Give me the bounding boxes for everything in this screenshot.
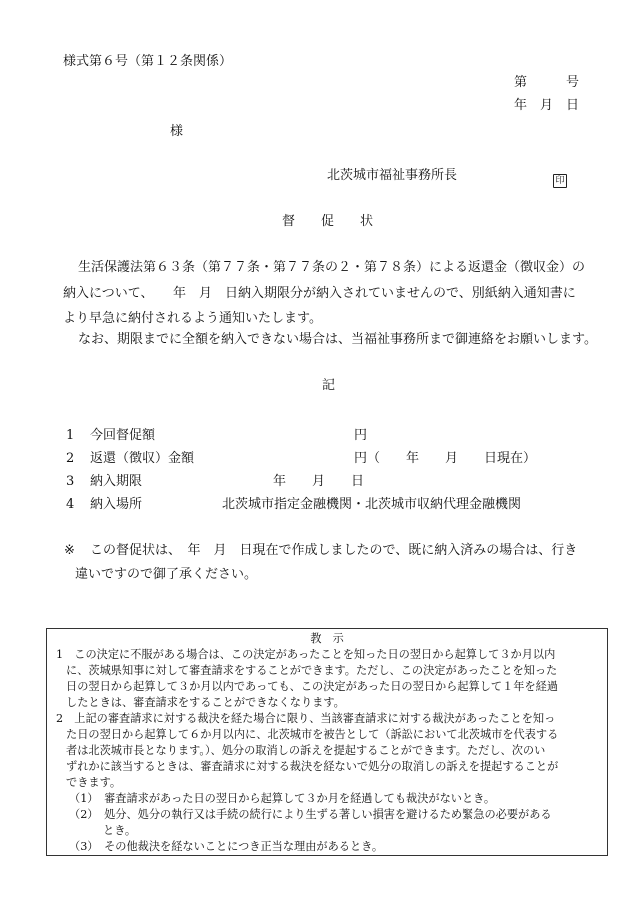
kyoji-line: 2 上記の審査請求に対する裁決を経た場合に限り、当該審査請求に対する裁決があったことを知っ [56, 712, 556, 725]
kyoji-subitem: （1） 審査請求があった日の翌日から起算して３か月を経過しても裁決がないとき。 [69, 792, 496, 805]
note-line-1: この督促状は、 年 月 日現在で作成しましたので、既に納入済みの場合は、行き [90, 543, 578, 558]
note-line-2: 違いですので御了承ください。 [75, 567, 258, 582]
body-paragraph-2: なお、期限までに全額を納入できない場合は、当福祉事務所まで御連絡をお願いします。 [78, 332, 597, 347]
kyoji-box [46, 628, 608, 856]
item-value: 円（ 年 月 日現在） [354, 451, 537, 466]
addressee-suffix: 様 [170, 124, 184, 139]
item-number: 2 [66, 451, 75, 466]
document-number: 第 号 [514, 75, 580, 90]
document-title: 督 促 状 [282, 214, 374, 229]
item-value: 円 [354, 428, 368, 443]
body-paragraph-1-line-3: より早急に納付されるよう通知いたします。 [63, 311, 322, 326]
kyoji-subitem: （2） 処分、処分の執行又は手続の続行により生ずる著しい損害を避けるため緊急の必要がある [69, 808, 552, 821]
kyoji-line: た日の翌日から起算して６か月以内に、北茨城市を被告として（訴訟において北茨城市を代表する [66, 728, 559, 741]
kyoji-line: したときは、審査請求をすることができなくなります。 [66, 696, 345, 709]
item-label: 今回督促額 [90, 428, 156, 443]
official-seal-icon [553, 168, 567, 188]
item-value: 北茨城市指定金融機関・北茨城市収納代理金融機関 [222, 497, 522, 512]
item-number: 4 [66, 497, 75, 512]
item-number: 3 [66, 474, 75, 489]
kyoji-line: ずれかに該当するときは、審査請求に対する裁決を経ないで処分の取消しの訴えを提起することが [66, 760, 559, 773]
item-label: 納入場所 [90, 497, 143, 512]
kyoji-line: 日の翌日から起算して３か月以内であっても、この決定があった日の翌日から起算して１年を経過 [66, 680, 559, 693]
seal-glyph: 印 [553, 174, 567, 188]
issuer-name: 北茨城市福祉事務所長 [327, 168, 458, 183]
kyoji-line: 者は北茨城市長となります。）、処分の取消しの訴えを提起することができます。ただし、次のい [66, 744, 546, 757]
body-paragraph-1-line-2: 納入について、 年 月 日納入期限分が納入されていませんので、別紙納入通知書に [63, 286, 576, 301]
item-label: 返還（徴収）金額 [90, 451, 195, 466]
note-mark: ※ [64, 543, 75, 558]
form-reference: 様式第６号（第１２条関係） [63, 54, 233, 69]
document-date: 年 月 日 [514, 98, 580, 113]
kyoji-subitem-continuation: とき。 [103, 824, 137, 837]
item-label: 納入期限 [90, 474, 143, 489]
kyoji-subitem: （3） その他裁決を経ないことにつき正当な理由があるとき。 [69, 840, 384, 853]
kyoji-line: 1 この決定に不服がある場合は、この決定があったことを知った日の翌日から起算して３か月以内 [56, 648, 556, 661]
kyoji-line: できます。 [66, 776, 122, 789]
item-value: 年 月 日 [273, 474, 365, 489]
item-number: 1 [66, 428, 75, 443]
kyoji-title: 教 示 [310, 632, 344, 645]
body-paragraph-1-line-1: 生活保護法第６３条（第７７条・第７７条の２・第７８条）による返還金（徴収金）の [78, 260, 586, 275]
kyoji-line: に、茨城県知事に対して審査請求をすることができます。ただし、この決定があったことを知った [66, 664, 558, 677]
ki-heading: 記 [322, 378, 336, 393]
